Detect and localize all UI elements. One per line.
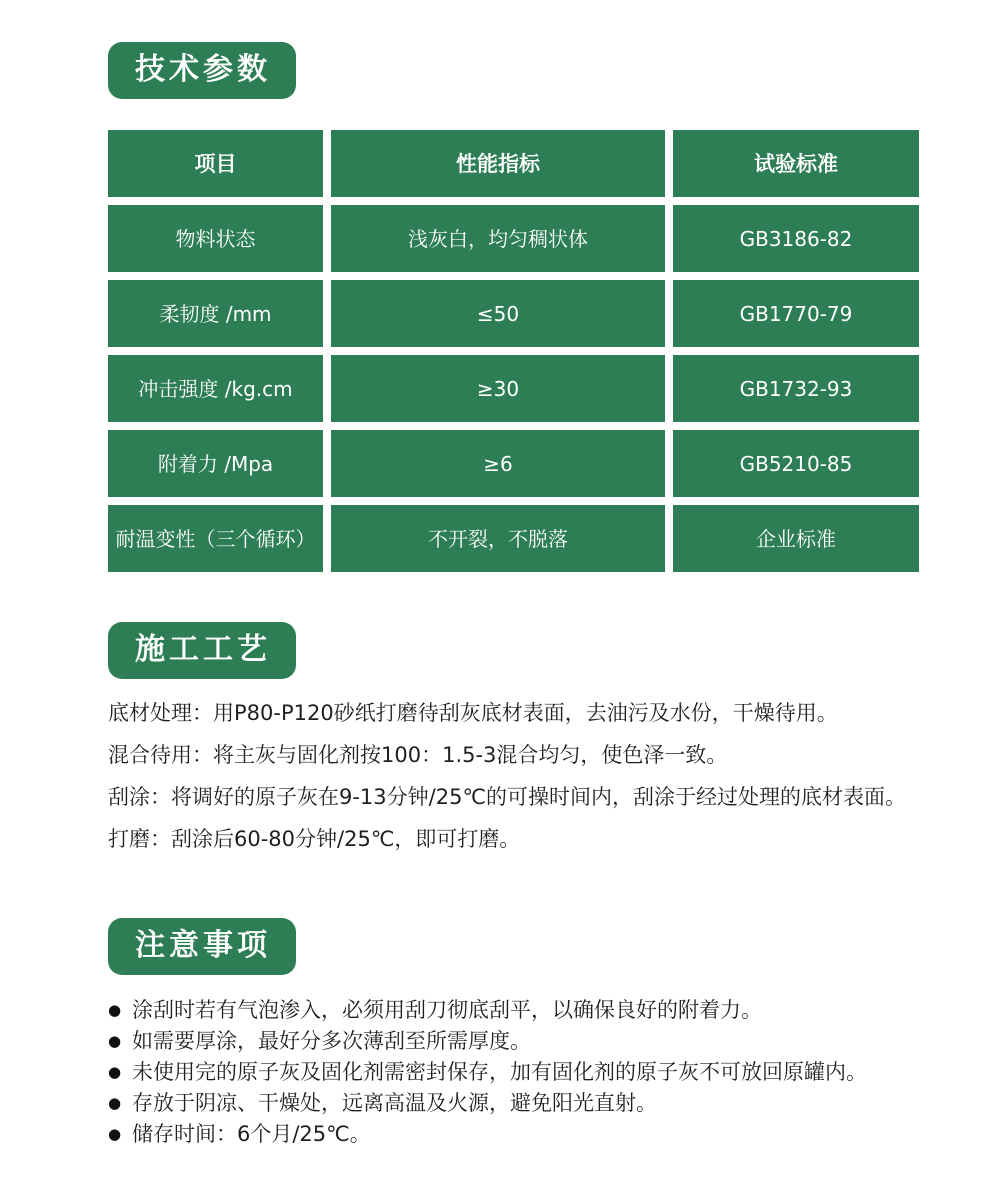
section-badge-construction-process — [108, 622, 296, 679]
table-cell-material-state-name: 物料状态 — [108, 205, 323, 272]
precautions-list — [108, 995, 919, 1150]
table-cell-adhesion-name: 附着力 /Mpa — [108, 430, 323, 497]
section-badge-precautions — [108, 918, 296, 975]
table-cell-material-state-value: 浅灰白，均匀稠状体 — [331, 205, 665, 272]
table-cell-impact-strength-name: 冲击强度 /kg.cm — [108, 355, 323, 422]
precaution-item-thick-coating: ● 如需要厚涂，最好分多次薄刮至所需厚度。 — [108, 1026, 919, 1057]
tech-params-table — [108, 130, 919, 572]
process-line-application: 刮涂：将调好的原子灰在9-13分钟/25℃的可操时间内，刮涂于经过处理的底材表面。 — [108, 785, 907, 809]
process-line-sanding: 打磨：刮涂后60-80分钟/25℃，即可打磨。 — [108, 827, 521, 851]
section-badge-tech-params — [108, 42, 296, 99]
table-cell-flexibility-name: 柔韧度 /mm — [108, 280, 323, 347]
precaution-item-cool-dry-place: ● 存放于阴凉、干燥处，远离高温及火源，避免阳光直射。 — [108, 1088, 919, 1119]
table-cell-adhesion-standard: GB5210-85 — [673, 430, 919, 497]
construction-process-text — [108, 700, 919, 853]
section-badge-tech-params-label: 技术参数 — [135, 52, 271, 87]
table-header-test-standard: 试验标准 — [673, 130, 919, 197]
table-cell-flexibility-value: ≤50 — [331, 280, 665, 347]
precaution-item-sealed-storage: ● 未使用完的原子灰及固化剂需密封保存，加有固化剂的原子灰不可放回原罐内。 — [108, 1057, 919, 1088]
table-cell-adhesion-value: ≥6 — [331, 430, 665, 497]
process-line-mixing: 混合待用：将主灰与固化剂按100：1.5-3混合均匀，使色泽一致。 — [108, 743, 728, 767]
table-header-performance-index: 性能指标 — [331, 130, 665, 197]
table-cell-material-state-standard: GB3186-82 — [673, 205, 919, 272]
table-cell-temp-resistance-standard: 企业标准 — [673, 505, 919, 572]
table-cell-temp-resistance-value: 不开裂，不脱落 — [331, 505, 665, 572]
precaution-item-shelf-life: ● 储存时间：6个月/25℃。 — [108, 1119, 919, 1150]
table-header-item: 项目 — [108, 130, 323, 197]
precaution-item-bubbles: ● 涂刮时若有气泡渗入，必须用刮刀彻底刮平，以确保良好的附着力。 — [108, 995, 919, 1026]
table-cell-impact-strength-standard: GB1732-93 — [673, 355, 919, 422]
process-line-substrate-prep: 底材处理：用P80-P120砂纸打磨待刮灰底材表面，去油污及水份，干燥待用。 — [108, 701, 838, 725]
table-cell-impact-strength-value: ≥30 — [331, 355, 665, 422]
table-cell-flexibility-standard: GB1770-79 — [673, 280, 919, 347]
section-badge-construction-process-label: 施工工艺 — [135, 632, 271, 667]
table-cell-temp-resistance-name: 耐温变性（三个循环） — [108, 505, 323, 572]
section-badge-precautions-label: 注意事项 — [135, 928, 271, 963]
